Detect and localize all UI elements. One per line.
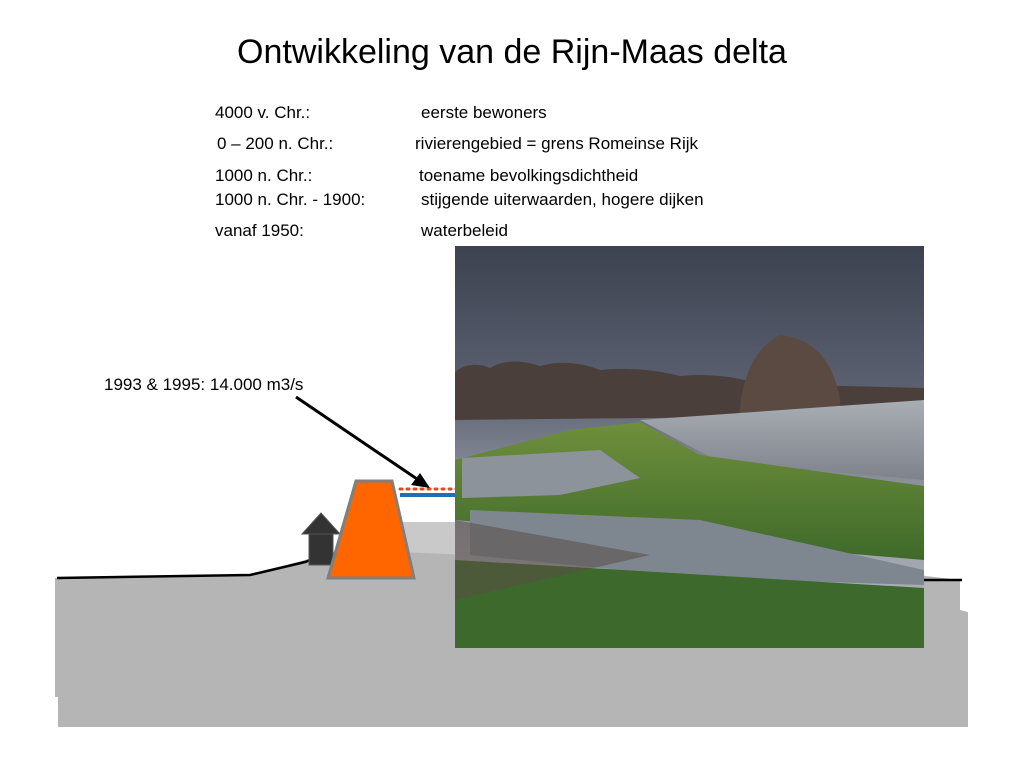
timeline-period: vanaf 1950: (215, 221, 304, 240)
timeline-period: 4000 v. Chr.: (215, 103, 311, 122)
slide-title: Ontwikkeling van de Rijn-Maas delta (237, 33, 787, 71)
timeline-event: waterbeleid (421, 221, 508, 240)
timeline-event: rivierengebied = grens Romeinse Rijk (415, 134, 698, 153)
timeline-period: 1000 n. Chr. - 1900: (215, 190, 366, 209)
timeline-event: eerste bewoners (421, 103, 547, 122)
timeline-event: toename bevolkingsdichtheid (419, 166, 639, 185)
timeline-period: 0 – 200 n. Chr.: (217, 134, 334, 153)
floodplain-photo (455, 246, 924, 648)
arrow-icon (296, 397, 430, 488)
discharge-annotation: 1993 & 1995: 14.000 m3/s (104, 375, 304, 394)
timeline-event: stijgende uiterwaarden, hogere dijken (421, 190, 704, 209)
timeline-period: 1000 n. Chr.: (215, 166, 313, 185)
